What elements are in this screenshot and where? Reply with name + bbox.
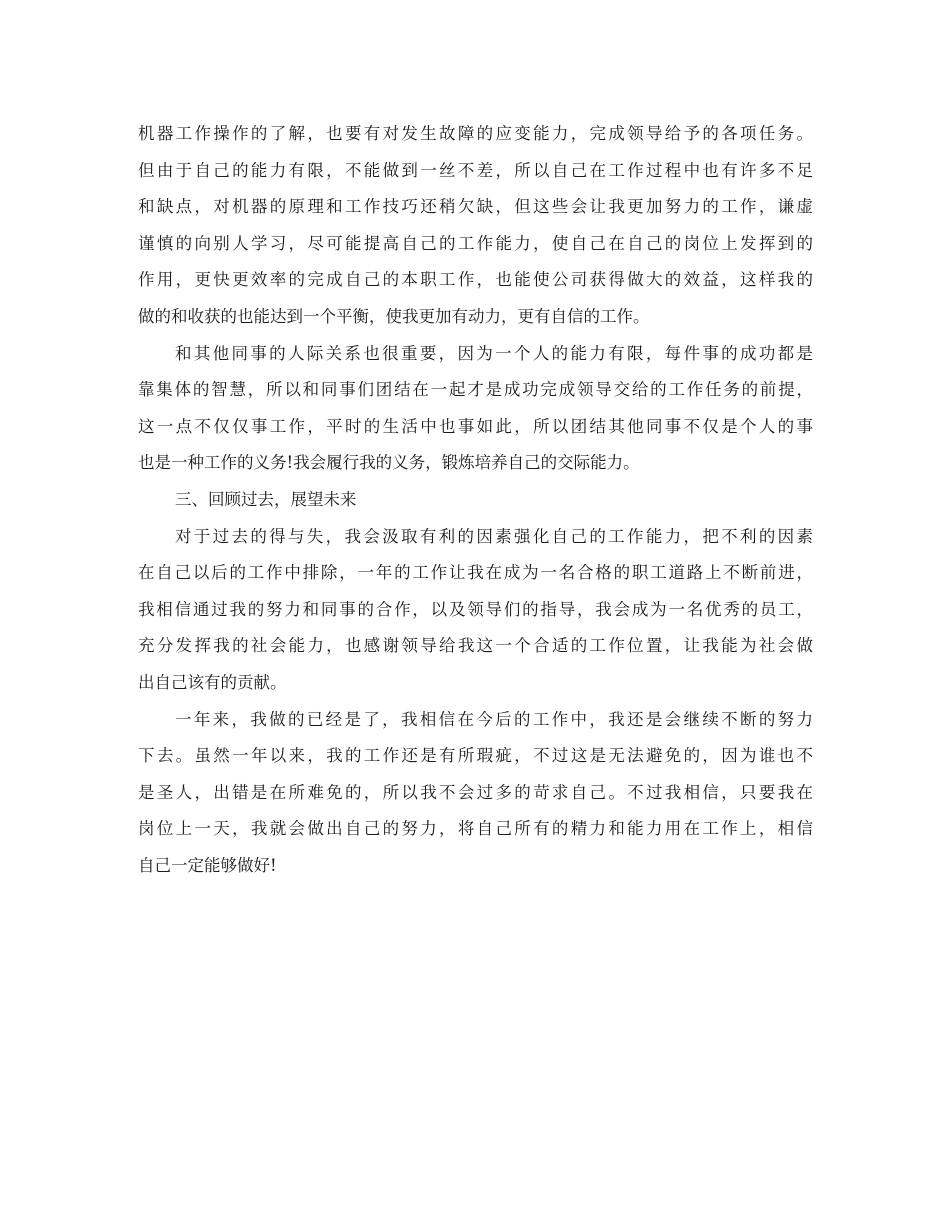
text-line: 谨慎的向别人学习，尽可能提高自己的工作能力，使自己在自己的岗位上发挥到的: [138, 233, 813, 253]
text-line: 和缺点，对机器的原理和工作技巧还稍欠缺，但这些会让我更加努力的工作，谦虚: [138, 197, 813, 217]
text-line: 自己一定能够做好!: [138, 855, 277, 875]
text-line: 是圣人，出错是在所难免的，所以我不会过多的苛求自己。不过我相信，只要我在: [138, 782, 813, 802]
section-heading-review: [138, 482, 813, 519]
paragraph-colleague-relations: [138, 336, 813, 482]
document-body: [138, 116, 813, 884]
text-line: 做的和收获的也能达到一个平衡，使我更加有动力，更有自信的工作。: [138, 306, 650, 326]
text-line: 这一点不仅仅事工作，平时的生活中也事如此，所以团结其他同事不仅是个人的事: [138, 416, 813, 436]
paragraph-machine-skills: [138, 116, 813, 336]
text-line: 下去。虽然一年以来，我的工作还是有所瑕疵，不过这是无法避免的，因为谁也不: [138, 746, 813, 766]
text-line: 但由于自己的能力有限，不能做到一丝不差，所以自己在工作过程中也有许多不足: [138, 160, 813, 180]
text-line: 对于过去的得与失，我会汲取有利的因素强化自己的工作能力，把不利的因素: [175, 526, 813, 546]
text-line: 充分发挥我的社会能力，也感谢领导给我这一个合适的工作位置，让我能为社会做: [138, 636, 813, 656]
text-line: 我相信通过我的努力和同事的合作，以及领导们的指导，我会成为一名优秀的员工，: [138, 599, 813, 619]
text-line: 和其他同事的人际关系也很重要，因为一个人的能力有限，每件事的成功都是: [175, 343, 813, 363]
paragraph-past-gains: [138, 519, 813, 702]
text-line: 机器工作操作的了解，也要有对发生故障的应变能力，完成领导给予的各项任务。: [138, 124, 813, 143]
text-line: 作用，更快更效率的完成自己的本职工作，也能使公司获得做大的效益，这样我的: [138, 270, 813, 290]
text-line: 一年来，我做的已经是了，我相信在今后的工作中，我还是会继续不断的努力: [175, 709, 813, 729]
text-line: 岗位上一天，我就会做出自己的努力，将自己所有的精力和能力用在工作上，相信: [138, 819, 813, 839]
text-line: 在自己以后的工作中排除，一年的工作让我在成为一名合格的职工道路上不断前进，: [138, 563, 813, 583]
text-line: 出自己该有的贡献。: [138, 672, 287, 692]
paragraph-conclusion: [138, 702, 813, 885]
text-line: 三、回顾过去，展望未来: [175, 489, 357, 509]
text-line: 也是一种工作的义务!我会履行我的义务，锻炼培养自己的交际能力。: [138, 453, 640, 473]
text-line: 靠集体的智慧，所以和同事们团结在一起才是成功完成领导交给的工作任务的前提，: [138, 380, 813, 400]
